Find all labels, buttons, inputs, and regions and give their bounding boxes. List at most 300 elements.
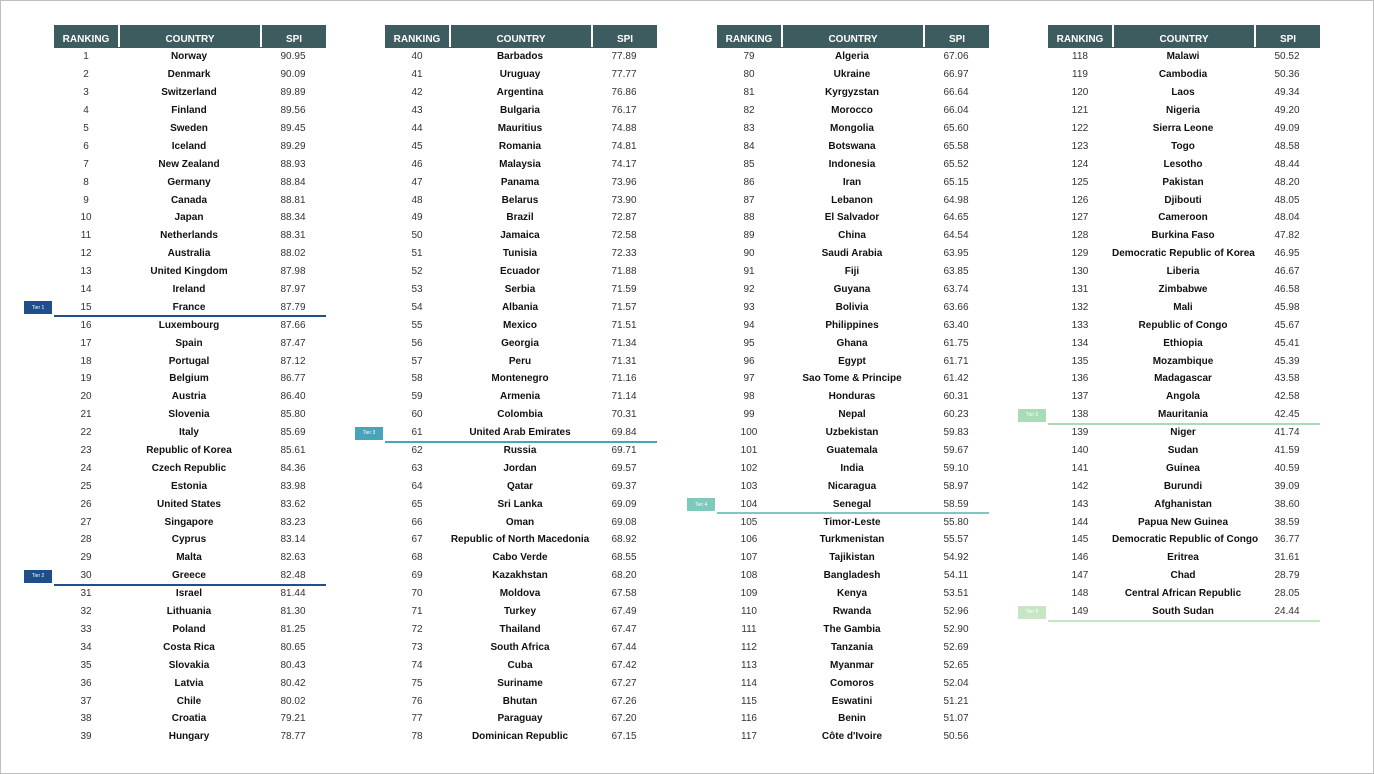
table-row bbox=[1048, 245, 1320, 263]
table-row bbox=[1048, 84, 1320, 102]
rank-cell: 84 bbox=[743, 140, 755, 152]
rank-cell: 102 bbox=[740, 462, 758, 474]
table-row bbox=[1025, 603, 1320, 621]
table-row bbox=[717, 102, 989, 120]
spi-cell: 72.33 bbox=[611, 248, 637, 260]
country-cell: Honduras bbox=[828, 391, 876, 403]
rank-cell: 112 bbox=[741, 641, 757, 653]
rank-cell: 16 bbox=[80, 319, 92, 331]
spi-cell: 69.09 bbox=[611, 498, 637, 510]
spi-cell: 78.77 bbox=[280, 731, 306, 743]
country-cell: Bangladesh bbox=[823, 570, 881, 582]
table-row bbox=[1048, 370, 1320, 388]
rank-cell: 79 bbox=[743, 51, 755, 63]
country-cell: Barbados bbox=[496, 51, 544, 63]
spi-cell: 59.10 bbox=[943, 462, 969, 474]
spi-cell: 71.59 bbox=[611, 284, 637, 296]
rank-cell: 25 bbox=[80, 480, 92, 492]
spi-cell: 41.59 bbox=[1274, 445, 1300, 457]
table-header bbox=[54, 25, 326, 48]
table-row bbox=[717, 692, 989, 710]
table-row bbox=[54, 120, 326, 138]
country-cell: Belgium bbox=[169, 373, 209, 385]
table-row bbox=[717, 424, 989, 442]
table-row bbox=[1048, 585, 1320, 603]
table-row bbox=[1048, 442, 1320, 460]
rank-cell: 123 bbox=[1071, 140, 1089, 152]
rank-cell: 95 bbox=[743, 337, 755, 349]
ranking-header: RANKING bbox=[62, 33, 110, 45]
rank-cell: 83 bbox=[743, 123, 755, 134]
rank-cell: 14 bbox=[80, 284, 92, 296]
table-row bbox=[1048, 549, 1320, 567]
spi-cell: 50.52 bbox=[1274, 51, 1300, 63]
table-row bbox=[385, 84, 657, 102]
table-row bbox=[717, 710, 989, 728]
rank-cell: 98 bbox=[743, 391, 755, 403]
table-row bbox=[54, 102, 326, 120]
rank-cell: 114 bbox=[741, 677, 757, 689]
table-row bbox=[54, 710, 326, 728]
country-cell: Mexico bbox=[503, 319, 537, 331]
country-cell: Tajikistan bbox=[829, 552, 875, 564]
country-cell: South Sudan bbox=[1152, 606, 1214, 618]
table-row bbox=[1025, 406, 1320, 424]
rank-cell: 80 bbox=[743, 69, 755, 81]
tier-badge: Tier 1 bbox=[24, 301, 52, 314]
table-row bbox=[385, 603, 657, 621]
table-row bbox=[1048, 281, 1320, 299]
table-row bbox=[1048, 48, 1320, 66]
table-row bbox=[717, 209, 989, 227]
spi-cell: 71.34 bbox=[611, 337, 637, 349]
rank-cell: 119 bbox=[1072, 69, 1088, 81]
country-cell: Jamaica bbox=[500, 230, 540, 242]
rank-cell: 106 bbox=[740, 534, 758, 546]
rank-cell: 130 bbox=[1071, 266, 1089, 278]
rank-cell: 1 bbox=[83, 51, 89, 63]
spi-cell: 45.98 bbox=[1274, 301, 1300, 313]
spi-cell: 84.36 bbox=[280, 462, 306, 474]
rank-cell: 87 bbox=[743, 194, 755, 206]
ranking-header: RANKING bbox=[393, 33, 441, 45]
country-cell: Guinea bbox=[1166, 462, 1200, 474]
rank-cell: 137 bbox=[1071, 391, 1089, 403]
rank-cell: 4 bbox=[83, 105, 89, 117]
rank-cell: 17 bbox=[80, 337, 92, 349]
rank-cell: 40 bbox=[411, 51, 423, 63]
spi-cell: 82.48 bbox=[280, 570, 306, 582]
country-cell: Indonesia bbox=[828, 158, 876, 170]
spi-cell: 61.42 bbox=[943, 373, 969, 385]
country-cell: Montenegro bbox=[491, 373, 549, 385]
table-row bbox=[717, 227, 989, 245]
table-row bbox=[1048, 191, 1320, 209]
table-row bbox=[54, 191, 326, 209]
rank-cell: 10 bbox=[80, 212, 92, 224]
rank-cell: 81 bbox=[743, 87, 755, 99]
spi-cell: 65.60 bbox=[943, 123, 969, 134]
table-row bbox=[1048, 298, 1320, 316]
table-row bbox=[385, 191, 657, 209]
table-row bbox=[717, 48, 989, 66]
table-row bbox=[54, 692, 326, 710]
spi-cell: 90.09 bbox=[280, 69, 306, 81]
rank-cell: 43 bbox=[411, 105, 423, 117]
spi-cell: 66.04 bbox=[943, 105, 969, 117]
spi-cell: 83.62 bbox=[280, 498, 306, 510]
rank-cell: 97 bbox=[743, 373, 755, 385]
country-cell: Guatemala bbox=[826, 445, 878, 457]
country-cell: Russia bbox=[503, 445, 537, 457]
table-row bbox=[54, 585, 326, 603]
spi-cell: 55.57 bbox=[943, 534, 969, 546]
rank-cell: 145 bbox=[1071, 534, 1089, 546]
rank-cell: 74 bbox=[411, 659, 423, 671]
spi-cell: 76.17 bbox=[611, 105, 637, 117]
spi-cell: 38.60 bbox=[1274, 498, 1300, 510]
table-row bbox=[54, 48, 326, 66]
rank-cell: 109 bbox=[740, 588, 758, 600]
country-header: COUNTRY bbox=[449, 25, 591, 47]
table-row bbox=[1048, 66, 1320, 84]
spi-cell: 88.31 bbox=[280, 230, 306, 242]
country-cell: Democratic Republic of Korea bbox=[1112, 248, 1255, 260]
country-cell: Bolivia bbox=[835, 301, 869, 313]
spi-cell: 87.66 bbox=[280, 319, 306, 331]
country-cell: Djibouti bbox=[1164, 194, 1202, 206]
rank-cell: 67 bbox=[411, 534, 423, 546]
table-row bbox=[717, 84, 989, 102]
country-cell: South Africa bbox=[490, 641, 550, 653]
spi-cell: 39.09 bbox=[1274, 480, 1300, 492]
country-cell: Tanzania bbox=[830, 641, 874, 653]
table-row bbox=[385, 621, 657, 639]
rank-cell: 75 bbox=[411, 677, 423, 689]
table-row bbox=[1048, 424, 1320, 442]
table-row bbox=[385, 66, 657, 84]
table-row bbox=[717, 191, 989, 209]
table-row bbox=[1048, 495, 1320, 513]
country-cell: Georgia bbox=[501, 337, 539, 349]
table-row bbox=[54, 442, 326, 460]
rank-cell: 45 bbox=[411, 140, 423, 152]
table-row bbox=[385, 370, 657, 388]
spi-cell: 89.29 bbox=[280, 140, 306, 152]
spi-cell: 51.07 bbox=[943, 713, 969, 725]
rank-cell: 90 bbox=[743, 248, 755, 260]
table-row bbox=[54, 263, 326, 281]
rank-cell: 89 bbox=[743, 230, 755, 242]
table-row bbox=[385, 173, 657, 191]
table-row bbox=[385, 263, 657, 281]
country-cell: Republic of Congo bbox=[1138, 319, 1228, 331]
table-row bbox=[385, 388, 657, 406]
table-row bbox=[385, 477, 657, 495]
spi-cell: 66.64 bbox=[943, 87, 969, 99]
country-cell: Cameroon bbox=[1158, 212, 1208, 224]
table-row bbox=[1048, 102, 1320, 120]
rank-cell: 146 bbox=[1071, 552, 1089, 564]
rank-cell: 141 bbox=[1071, 462, 1089, 474]
rank-cell: 23 bbox=[80, 445, 92, 457]
table-row bbox=[717, 298, 989, 316]
country-cell: Ecuador bbox=[499, 266, 540, 278]
spi-cell: 74.88 bbox=[611, 123, 637, 134]
spi-cell: 83.98 bbox=[280, 480, 306, 492]
table-row bbox=[1048, 567, 1320, 585]
table-row bbox=[717, 585, 989, 603]
spi-cell: 41.74 bbox=[1274, 427, 1300, 439]
rank-cell: 132 bbox=[1071, 301, 1089, 313]
table-row bbox=[385, 656, 657, 674]
table-row bbox=[1048, 316, 1320, 334]
spi-cell: 81.44 bbox=[280, 588, 306, 600]
rank-cell: 63 bbox=[411, 462, 423, 474]
table-row bbox=[717, 442, 989, 460]
spi-cell: 80.65 bbox=[280, 641, 306, 653]
country-cell: Estonia bbox=[170, 480, 208, 492]
spi-header: SPI bbox=[260, 25, 326, 47]
country-cell: Afghanistan bbox=[1154, 498, 1212, 510]
rank-cell: 69 bbox=[411, 570, 423, 582]
table-row bbox=[717, 173, 989, 191]
table-body bbox=[362, 48, 657, 746]
rank-cell: 110 bbox=[741, 606, 757, 618]
table-row bbox=[54, 531, 326, 549]
table-row bbox=[717, 155, 989, 173]
spi-cell: 85.61 bbox=[280, 445, 306, 457]
country-cell: Ethiopia bbox=[1163, 337, 1203, 349]
rank-cell: 48 bbox=[411, 194, 423, 206]
spi-cell: 67.26 bbox=[611, 695, 637, 707]
rank-cell: 55 bbox=[411, 319, 423, 331]
table-row bbox=[31, 298, 326, 316]
table-row bbox=[54, 173, 326, 191]
rank-cell: 124 bbox=[1071, 158, 1089, 170]
country-cell: Niger bbox=[1170, 427, 1196, 439]
spi-cell: 51.21 bbox=[943, 695, 969, 707]
spi-cell: 81.25 bbox=[280, 623, 306, 635]
spi-cell: 71.88 bbox=[611, 266, 637, 278]
country-cell: Fiji bbox=[844, 266, 860, 278]
country-cell: Iran bbox=[842, 176, 862, 188]
spi-cell: 49.09 bbox=[1274, 123, 1300, 134]
country-cell: Mauritania bbox=[1157, 409, 1208, 421]
spi-cell: 40.59 bbox=[1274, 462, 1300, 474]
ranking-header: RANKING bbox=[725, 33, 773, 45]
spi-cell: 69.71 bbox=[611, 445, 637, 457]
rank-cell: 73 bbox=[411, 641, 423, 653]
table-row bbox=[54, 245, 326, 263]
rank-cell: 131 bbox=[1071, 284, 1089, 296]
country-cell: Oman bbox=[505, 516, 535, 528]
table-row bbox=[717, 728, 989, 746]
country-cell: Peru bbox=[508, 355, 532, 367]
country-cell: Hungary bbox=[168, 731, 210, 743]
table-row bbox=[54, 334, 326, 352]
table-row bbox=[717, 567, 989, 585]
spi-cell: 52.96 bbox=[943, 606, 969, 618]
country-cell: Madagascar bbox=[1154, 373, 1212, 385]
rank-cell: 58 bbox=[411, 373, 423, 385]
table-row bbox=[385, 245, 657, 263]
spi-cell: 58.97 bbox=[943, 480, 969, 492]
rank-cell: 139 bbox=[1071, 427, 1089, 439]
spi-cell: 67.49 bbox=[611, 606, 637, 618]
rank-cell: 68 bbox=[411, 552, 423, 564]
rank-cell: 77 bbox=[411, 713, 423, 725]
spi-cell: 82.63 bbox=[280, 552, 306, 564]
table-row bbox=[385, 495, 657, 513]
rank-cell: 125 bbox=[1071, 176, 1089, 188]
table-row bbox=[362, 424, 657, 442]
rank-cell: 144 bbox=[1071, 516, 1089, 528]
spi-cell: 38.59 bbox=[1274, 516, 1300, 528]
country-cell: Chile bbox=[176, 695, 202, 707]
rank-cell: 41 bbox=[411, 69, 423, 81]
rank-cell: 127 bbox=[1071, 212, 1089, 224]
country-cell: Republic of Korea bbox=[146, 445, 232, 457]
spi-cell: 49.20 bbox=[1274, 105, 1300, 117]
country-cell: Malaysia bbox=[499, 158, 541, 170]
country-cell: Morocco bbox=[831, 105, 873, 117]
table-row bbox=[54, 227, 326, 245]
rank-cell: 39 bbox=[80, 731, 92, 743]
country-cell: Serbia bbox=[504, 284, 536, 296]
spi-cell: 70.31 bbox=[611, 409, 637, 421]
spi-cell: 90.95 bbox=[280, 51, 306, 63]
spi-cell: 87.12 bbox=[280, 355, 306, 367]
country-header: COUNTRY bbox=[781, 25, 923, 47]
table-row bbox=[385, 549, 657, 567]
country-cell: Sierra Leone bbox=[1152, 123, 1214, 134]
rank-cell: 64 bbox=[411, 480, 423, 492]
table-row bbox=[54, 424, 326, 442]
rank-cell: 85 bbox=[743, 158, 755, 170]
spi-cell: 80.43 bbox=[280, 659, 306, 671]
rank-cell: 115 bbox=[741, 695, 757, 707]
table-row bbox=[717, 513, 989, 531]
rank-cell: 24 bbox=[80, 462, 92, 474]
table-row bbox=[385, 155, 657, 173]
spi-cell: 89.89 bbox=[280, 87, 306, 99]
table-row bbox=[385, 442, 657, 460]
country-cell: Slovenia bbox=[168, 409, 210, 421]
country-cell: New Zealand bbox=[158, 158, 220, 170]
table-row bbox=[54, 370, 326, 388]
spi-cell: 79.21 bbox=[280, 713, 306, 725]
table-row bbox=[54, 388, 326, 406]
rank-cell: 99 bbox=[743, 409, 755, 421]
rank-cell: 29 bbox=[80, 552, 92, 564]
country-cell: Suriname bbox=[497, 677, 543, 689]
table-row bbox=[54, 155, 326, 173]
table-row bbox=[1048, 459, 1320, 477]
country-cell: El Salvador bbox=[824, 212, 880, 224]
table-row bbox=[1048, 155, 1320, 173]
table-row bbox=[54, 495, 326, 513]
country-cell: Malawi bbox=[1166, 51, 1200, 63]
rank-cell: 37 bbox=[80, 695, 92, 707]
spi-cell: 45.67 bbox=[1274, 319, 1300, 331]
spi-cell: 53.51 bbox=[943, 588, 969, 600]
country-cell: Myanmar bbox=[830, 659, 874, 671]
rank-cell: 46 bbox=[411, 158, 423, 170]
spi-cell: 87.79 bbox=[280, 301, 306, 313]
spi-cell: 83.14 bbox=[280, 534, 306, 546]
spi-cell: 42.45 bbox=[1274, 409, 1300, 421]
spi-cell: 68.55 bbox=[611, 552, 637, 564]
rank-cell: 56 bbox=[411, 337, 423, 349]
spi-cell: 77.77 bbox=[611, 69, 637, 81]
table-row bbox=[54, 84, 326, 102]
table-row bbox=[717, 638, 989, 656]
country-header: COUNTRY bbox=[118, 25, 260, 47]
ranking-table-column-1 bbox=[31, 25, 326, 746]
spi-cell: 48.20 bbox=[1274, 176, 1300, 188]
country-cell: China bbox=[838, 230, 866, 242]
country-cell: Lithuania bbox=[166, 606, 212, 618]
rank-cell: 121 bbox=[1071, 105, 1089, 117]
country-cell: Luxembourg bbox=[158, 319, 220, 331]
country-cell: Chad bbox=[1170, 570, 1196, 582]
spi-cell: 68.20 bbox=[611, 570, 637, 582]
table-row bbox=[717, 388, 989, 406]
rank-cell: 44 bbox=[411, 123, 423, 134]
spi-cell: 65.52 bbox=[943, 158, 969, 170]
country-cell: Japan bbox=[174, 212, 204, 224]
spi-header: SPI bbox=[591, 25, 657, 47]
country-cell: Moldova bbox=[499, 588, 541, 600]
rank-cell: 42 bbox=[411, 87, 423, 99]
country-cell: Norway bbox=[170, 51, 208, 63]
rank-cell: 135 bbox=[1071, 355, 1089, 367]
country-cell: Panama bbox=[500, 176, 540, 188]
spi-cell: 83.23 bbox=[280, 516, 306, 528]
table-row bbox=[385, 513, 657, 531]
rank-cell: 70 bbox=[411, 588, 423, 600]
rank-cell: 72 bbox=[411, 623, 423, 635]
rank-cell: 104 bbox=[740, 498, 758, 510]
rank-cell: 28 bbox=[80, 534, 92, 546]
country-cell: Thailand bbox=[499, 623, 541, 635]
table-row bbox=[385, 531, 657, 549]
spi-cell: 69.37 bbox=[611, 480, 637, 492]
rank-cell: 82 bbox=[743, 105, 755, 117]
rank-cell: 134 bbox=[1071, 337, 1089, 349]
spi-cell: 36.77 bbox=[1274, 534, 1300, 546]
table-body bbox=[31, 48, 326, 746]
table-header bbox=[717, 25, 989, 48]
table-row bbox=[717, 245, 989, 263]
spi-cell: 71.14 bbox=[611, 391, 637, 403]
spi-cell: 64.98 bbox=[943, 194, 969, 206]
country-cell: Colombia bbox=[497, 409, 543, 421]
country-cell: Burundi bbox=[1163, 480, 1203, 492]
country-cell: Ireland bbox=[172, 284, 206, 296]
table-row bbox=[717, 621, 989, 639]
table-row bbox=[1048, 227, 1320, 245]
rank-cell: 52 bbox=[411, 266, 423, 278]
table-row bbox=[54, 549, 326, 567]
country-cell: Argentina bbox=[496, 87, 544, 99]
spi-cell: 67.20 bbox=[611, 713, 637, 725]
rank-cell: 66 bbox=[411, 516, 423, 528]
table-row bbox=[385, 692, 657, 710]
country-cell: Central African Republic bbox=[1124, 588, 1242, 600]
table-row bbox=[54, 513, 326, 531]
